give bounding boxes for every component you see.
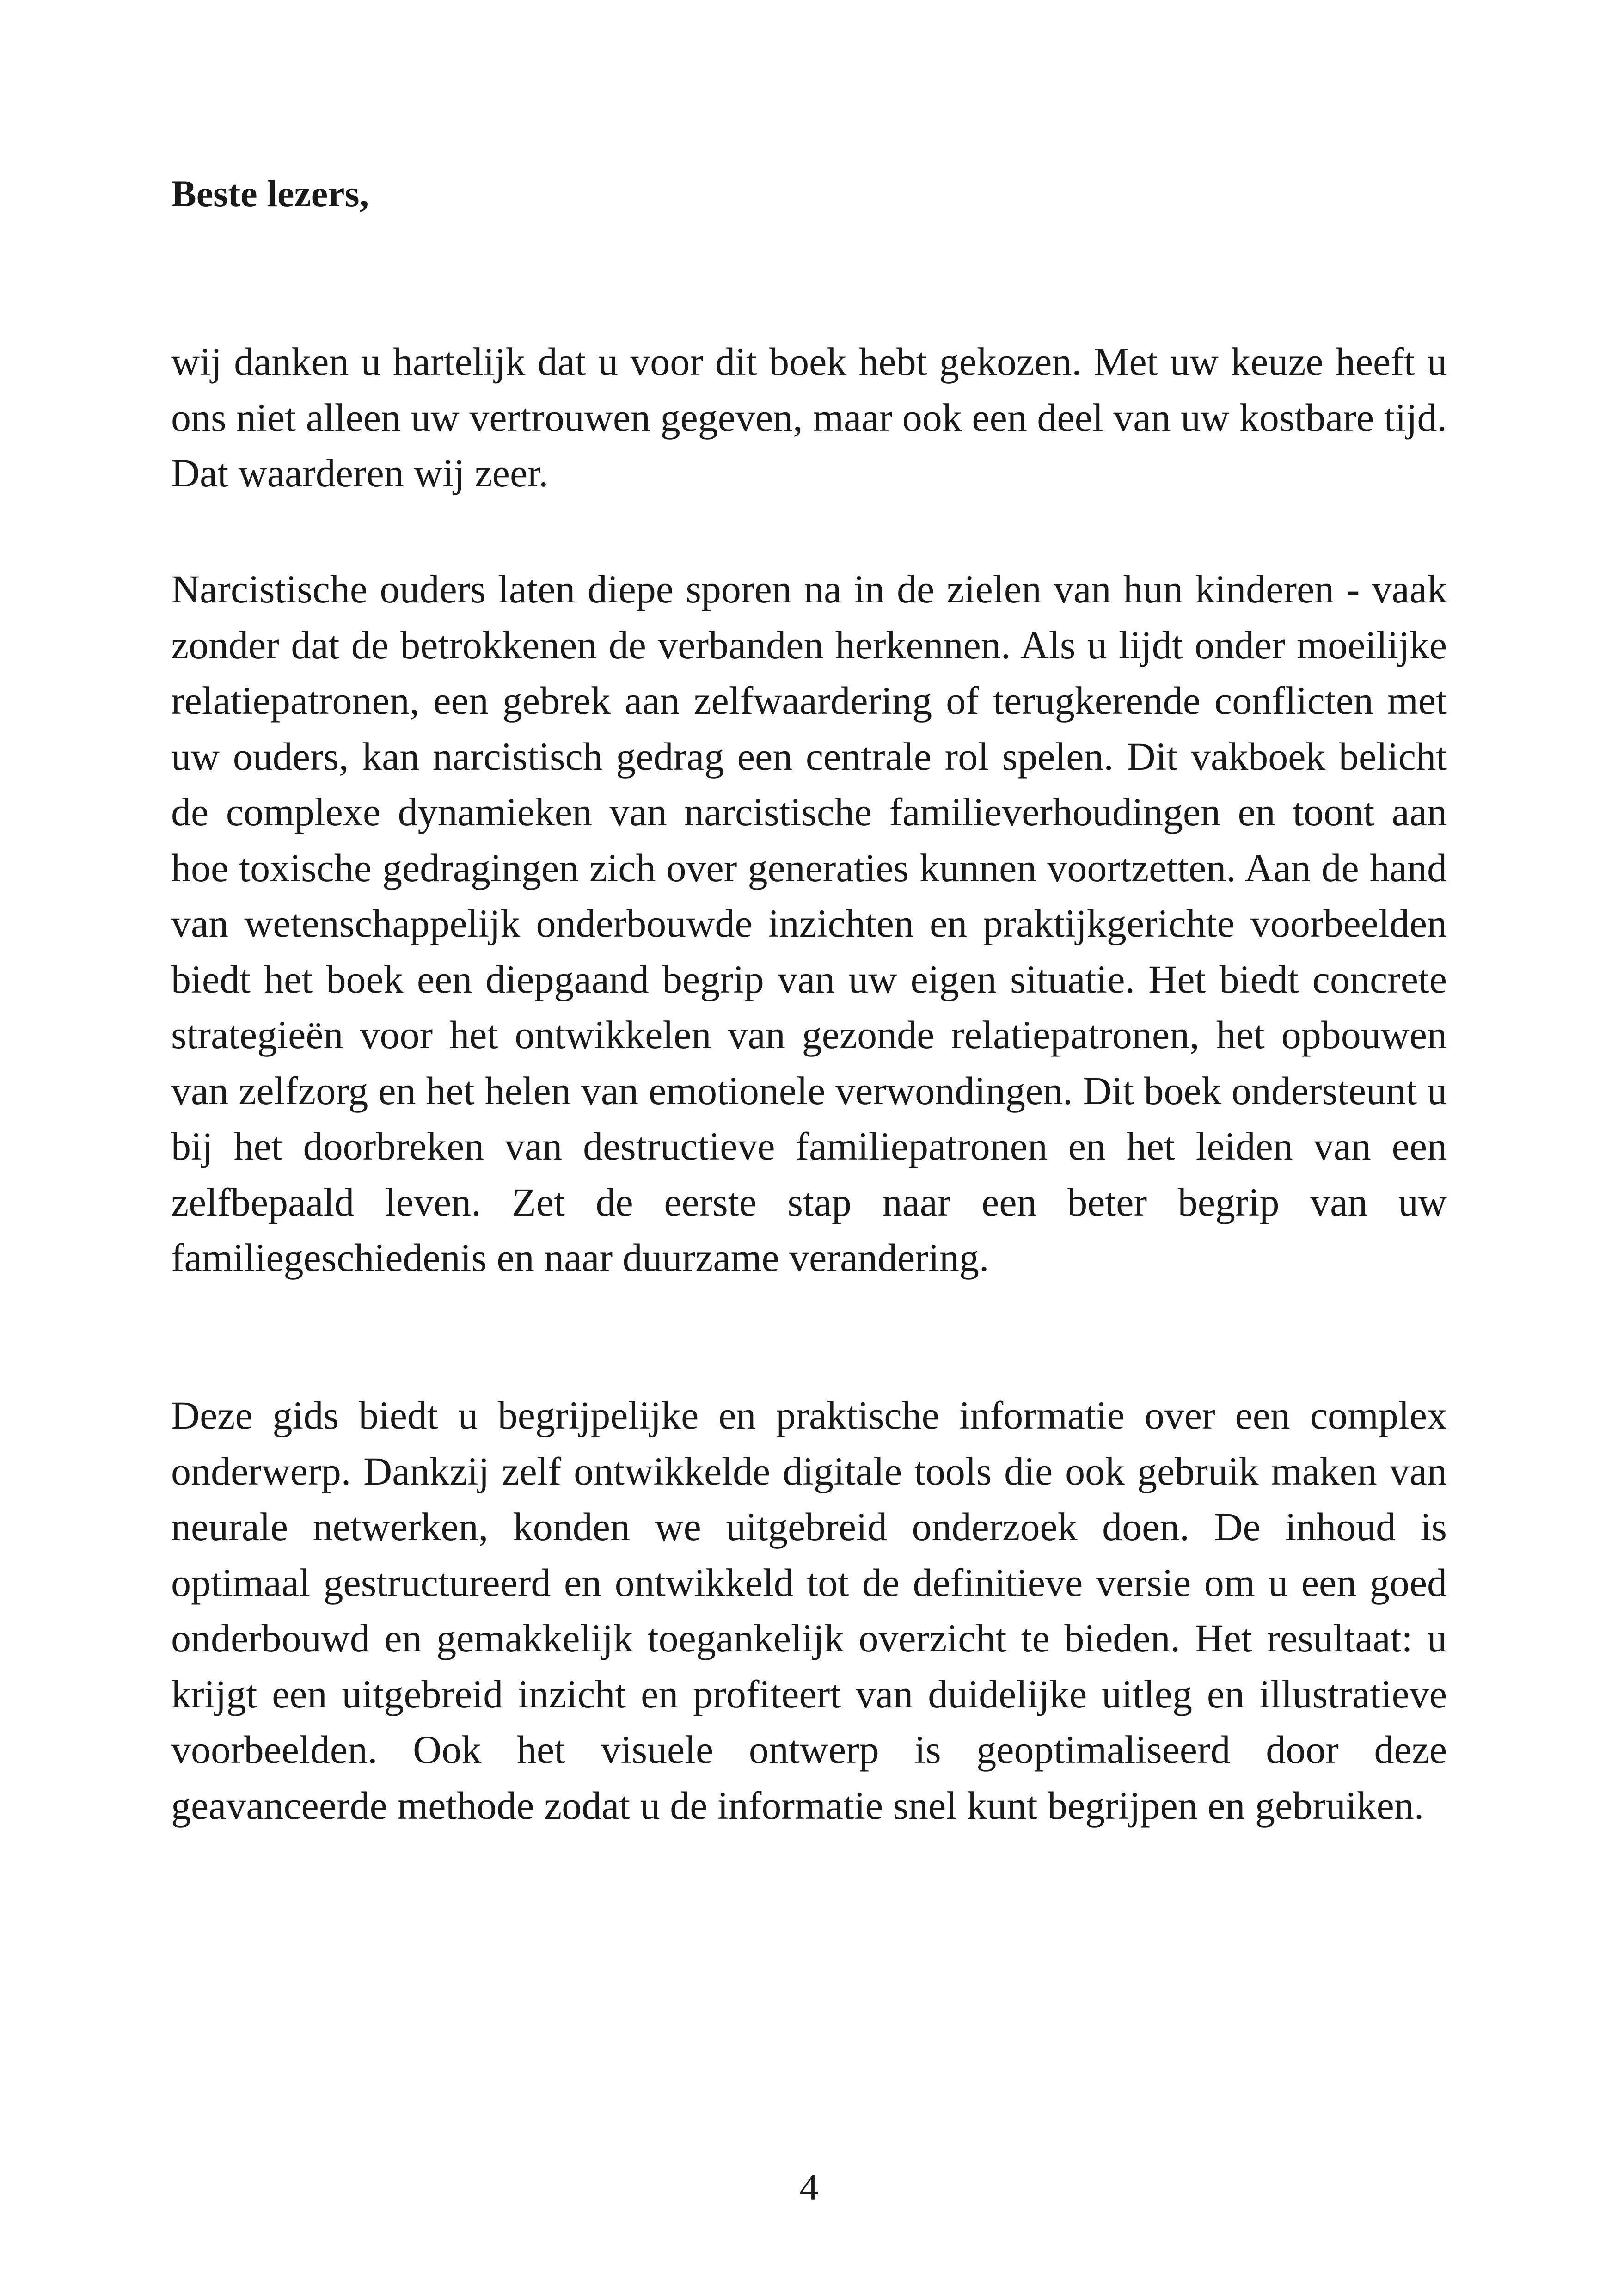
paragraph-book-description: Narcistische ouders laten diepe sporen na in de zielen van hun kinderen - vaak zonder dat de betrokkenen de verbanden herkennen. Als u lijdt onder moeilijke relatiepatronen, een gebrek aan zelfwaardering of terugkerende conflicten met uw ouders, kan narcistisch gedrag een centrale rol spelen. Dit vakboek belicht de complexe dynamieken van narcistische familieverhoudingen en toont aan hoe toxische gedragingen zich over generaties kunnen voortzetten. Aan de hand van wetenschappelijk onderbouwde inzichten en praktijkgerichte voorbeelden biedt het boek een diepgaand begrip van uw eigen situatie. Het biedt concrete strategieën voor het ontwikkelen van gezonde relatiepatronen, het opbouwen van zelfzorg en het helen van emotionele verwondingen. Dit boek ondersteunt u bij het doorbreken van destructieve familiepatronen en het leiden van een zelfbepaald leven. Zet de eerste stap naar een beter begrip van uw familiegeschiedenis en naar duurzame verandering. [171,567,1447,1280]
page-number: 4 [799,2166,819,2208]
paragraph-guide-info: Deze gids biedt u begrijpelijke en praktische informatie over een complex onderwerp. Dankzij zelf ontwikkelde digitale tools die ook gebruik maken van neurale netwerken, konden we uitgebreid onderzoek doen. De inhoud is optimaal gestructureerd en ontwikkeld tot de definitieve versie om u een goed onderbouwd en gemakkelijk toegankelijk overzicht te bieden. Het resultaat: u krijgt een uitgebreid inzicht en profiteert van duidelijke uitleg en illustratieve voorbeelden. Ook het visuele ontwerp is geoptimaliseerd door deze geavanceerde methode zodat u de informatie snel kunt begrijpen en gebruiken. [171,1393,1447,1828]
paragraph-thanks: wij danken u hartelijk dat u voor dit boek hebt gekozen. Met uw keuze heeft u ons niet alleen uw vertrouwen gegeven, maar ook een deel van uw kostbare tijd. Dat waarderen wij zeer. [171,339,1447,495]
salutation-heading: Beste lezers, [171,172,369,215]
